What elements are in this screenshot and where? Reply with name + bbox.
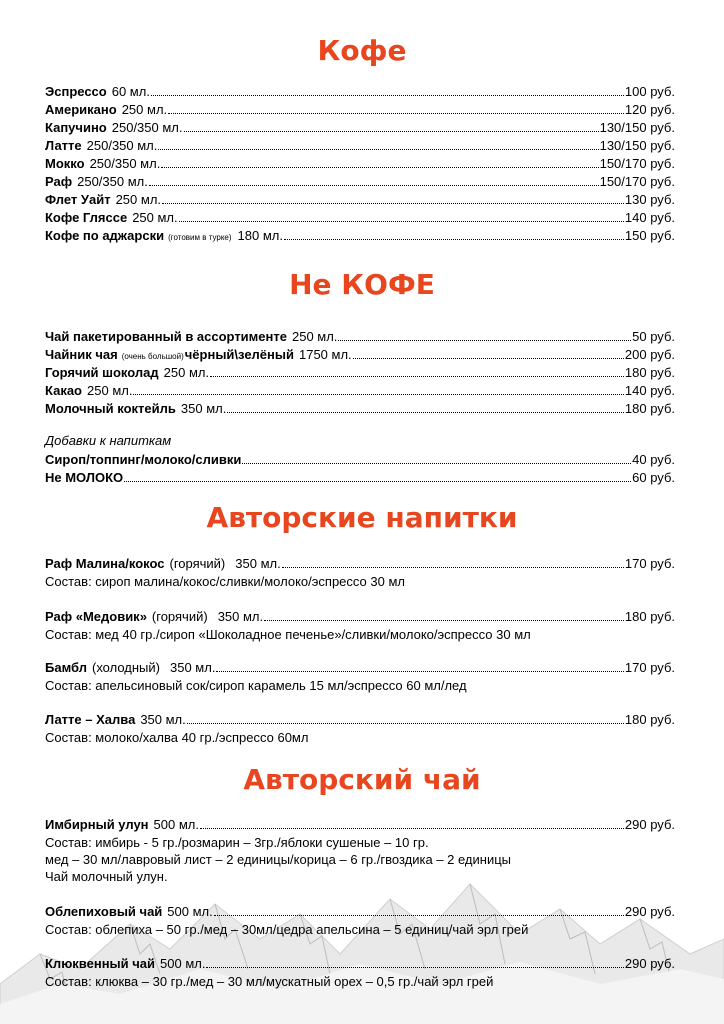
dot-leader [149,173,599,186]
item-volume: 250/350 мл. [111,120,183,135]
item-volume: 350 мл. [170,660,216,675]
item-price: 150/170 руб. [599,156,675,171]
item-price: 60 руб. [632,470,675,485]
item-name: Имбирный улун [45,817,149,832]
section-title-signature-tea: Авторский чай [243,763,481,796]
item-name: Американо [45,102,117,117]
item-price: 180 руб. [624,365,675,380]
dot-leader [210,364,624,377]
item-volume: 500 мл. [167,904,213,919]
menu-row [45,382,675,400]
item-price: 50 руб. [632,329,675,344]
item-volume: 250/350 мл. [86,138,158,153]
item-name: Раф «Медовик» [45,609,147,624]
item-name: Облепиховый чай [45,904,163,919]
dot-leader [187,711,624,724]
menu-row [45,608,675,626]
item-volume: 250 мл. [163,365,210,380]
item-composition: Состав: облепиха – 50 гр./мед – 30мл/цедра апельсина – 5 единиц/чай эрл грей [45,922,529,937]
item-name: Латте – Халва [45,712,136,727]
item-price: 180 руб. [624,609,675,624]
item-composition: Состав: мед 40 гр./сироп «Шоколадное печенье»/сливки/молоко/эспрессо 30 мл [45,627,531,642]
item-name: Флет Уайт [45,192,111,207]
item-composition: мед – 30 мл/лавровый лист – 2 единицы/корица – 6 гр./гвоздика – 2 единицы [45,852,512,867]
menu-row [45,364,675,382]
menu-row [45,711,675,729]
item-price: 290 руб. [624,956,675,971]
item-price: 170 руб. [624,556,675,571]
menu-row [45,469,675,487]
item-price: 290 руб. [624,817,675,832]
dot-leader [206,955,623,968]
item-price: 290 руб. [624,904,675,919]
item-volume: 500 мл. [153,817,199,832]
menu-row [45,659,675,677]
menu-row [45,555,675,573]
menu-row [45,119,675,137]
dot-leader [227,400,624,413]
dot-leader [216,659,623,672]
item-volume: 350 мл. [180,401,227,416]
dot-leader [282,555,624,568]
item-name: Какао [45,383,83,398]
item-price: 180 руб. [624,712,675,727]
item-volume: 350 мл. [140,712,186,727]
item-composition: Состав: сироп малина/кокос/сливки/молоко/эспрессо 30 мл [45,574,405,589]
dot-leader [214,903,624,916]
menu-row [45,400,675,418]
item-volume: 350 мл. [235,556,281,571]
section-title-coffee: Кофе [317,34,407,67]
item-name: Капучино [45,120,107,135]
item-name: Мокко [45,156,85,171]
item-note: (очень большой) [121,352,184,361]
item-price: 140 руб. [624,383,675,398]
menu-row [45,155,675,173]
item-price: 140 руб. [624,210,675,225]
item-composition: Состав: молоко/халва 40 гр./эспрессо 60мл [45,730,309,745]
section-title-not-coffee: Не КОФЕ [289,268,435,301]
item-volume: 1750 мл. [298,347,352,362]
item-name: Клюквенный чай [45,956,156,971]
menu-row [45,451,675,469]
menu-row [45,346,675,364]
item-price: 130 руб. [624,192,675,207]
item-volume: 500 мл. [160,956,206,971]
menu-row [45,903,675,921]
item-name: Чайник чая [45,347,118,362]
addons-label: Добавки к напиткам [45,433,172,448]
dot-leader [242,451,631,464]
item-price: 150/170 руб. [599,174,675,189]
menu-row [45,227,675,245]
item-type: (горячий) [169,556,226,571]
dot-leader [338,328,631,341]
item-volume: 250/350 мл. [89,156,161,171]
dot-leader [179,209,624,222]
item-volume: 250 мл. [115,192,162,207]
item-name: Чай пакетированный в ассортименте [45,329,287,344]
item-price: 130/150 руб. [599,120,675,135]
item-name: Горячий шоколад [45,365,159,380]
item-volume: 250 мл. [132,210,178,225]
item-price: 150 руб. [624,228,675,243]
item-volume: 250 мл. [291,329,338,344]
item-name: Латте [45,138,82,153]
menu-row [45,137,675,155]
section-title-signature-drinks: Авторские напитки [206,501,518,534]
dot-leader [284,227,624,240]
dot-leader [200,816,624,829]
item-price: 170 руб. [624,660,675,675]
dot-leader [162,191,624,204]
item-volume: 250 мл. [121,102,168,117]
item-name: Бамбл [45,660,87,675]
item-price: 40 руб. [632,452,675,467]
menu-row [45,209,675,227]
dot-leader [124,469,631,482]
item-price: 200 руб. [624,347,675,362]
item-name: Раф Малина/кокос [45,556,165,571]
menu-row [45,191,675,209]
item-composition: Чай молочный улун. [45,869,168,884]
item-composition: Состав: апельсиновый сок/сироп карамель 15 мл/эспрессо 60 мл/лед [45,678,467,693]
dot-leader [353,346,624,359]
item-type: (горячий) [151,609,208,624]
dot-leader [151,83,624,96]
dot-leader [168,101,624,114]
menu-row [45,955,675,973]
item-note: (готовим в турке) [168,233,232,242]
menu-row [45,328,675,346]
item-composition: Состав: клюква – 30 гр./мед – 30 мл/мускатный орех – 0,5 гр./чай эрл грей [45,974,494,989]
item-volume: 250 мл. [87,383,133,398]
item-type: (холодный) [91,660,160,675]
item-name: Кофе Гляссе [45,210,128,225]
item-volume: 60 мл. [111,84,150,99]
item-name: Молочный коктейль [45,401,176,416]
dot-leader [161,155,598,168]
item-name-variant: чёрный\зелёный [184,347,294,362]
item-volume: 180 мл. [237,228,283,243]
item-name: Эспрессо [45,84,107,99]
item-price: 120 руб. [624,102,675,117]
item-price: 100 руб. [624,84,675,99]
dot-leader [264,608,624,621]
item-composition: Состав: имбирь - 5 гр./розмарин – 3гр./яблоки сушеные – 10 гр. [45,835,429,850]
item-volume: 250/350 мл. [77,174,148,189]
item-price: 180 руб. [624,401,675,416]
menu-row [45,83,675,101]
menu-row [45,101,675,119]
item-volume: 350 мл. [217,609,264,624]
dot-leader [158,137,598,150]
item-name: Раф [45,174,73,189]
item-name: Не МОЛОКО [45,470,124,485]
item-price: 130/150 руб. [599,138,675,153]
item-name: Кофе по аджарски [45,228,165,243]
dot-leader [133,382,623,395]
menu-row [45,173,675,191]
menu-row [45,816,675,834]
dot-leader [184,119,599,132]
item-name: Сироп/топпинг/молоко/сливки [45,452,242,467]
